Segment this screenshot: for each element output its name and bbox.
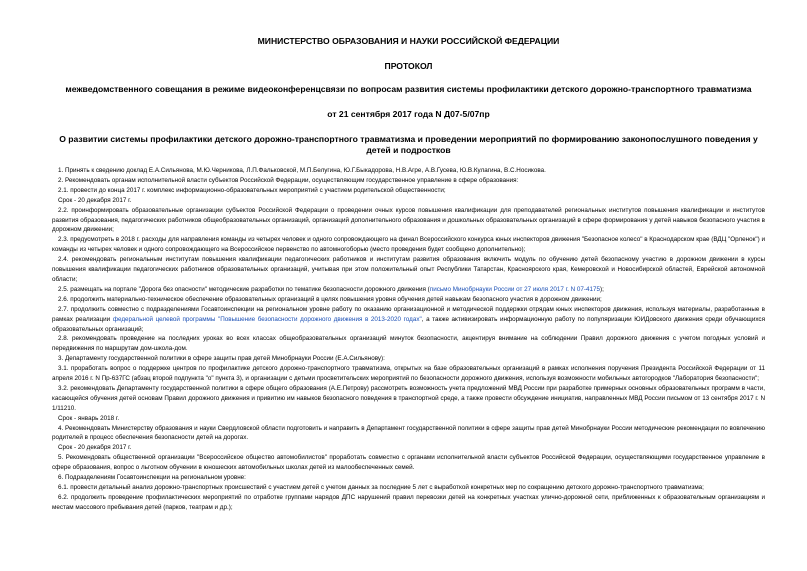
program-link[interactable]: федеральной целевой программы "Повышение безопасности дорожного движения в 2013-2020 годах": [112, 315, 422, 323]
paragraph: 2.3. предусмотреть в 2018 г. расходы для направления команды из четырех человек и одного сопровождающего на финал Всероссийского конкурса юных инспекторов движения "Безопасное колесо" в Краснодарском крае (ВДЦ "Орленок") и команды из четырех человек и одного сопровождающего на Всероссийское первенство по автомногоборью (место проведения будет сообщено дополнительно);: [52, 236, 765, 254]
paragraph-text: 2.7. продолжить совместно с подразделениями Госавтоинспекции на региональном уровне работу по оказанию организационной и методической поддержки отрядам юных инспекторов движения, используя материалы, разработанные в рамках реализации: [52, 305, 765, 323]
deadline: Срок - 20 декабря 2017 г.: [58, 444, 132, 452]
deadline: Срок - январь 2018 г.: [58, 414, 120, 422]
paragraph: 2.2. проинформировать образовательные организации субъектов Российской Федерации о проведении очных курсов повышения квалификации для преподавателей региональных институтов повышения квалификации и институтов развития образования, педагогических работников общеобразовательных организаций, организаций дополнительного образования и дошкольных образовательных организаций в сфере формирования у детей навыков безопасного участия в дорожном движении;: [52, 206, 765, 234]
paragraph: 2.6. продолжить материально-техническое обеспечение образовательных организаций в целях повышения уровня обучения детей навыкам безопасного участия в дорожном движении;: [58, 295, 602, 303]
paragraph: 6. Подразделениям Госавтоинспекции на региональном уровне:: [58, 474, 246, 482]
paragraph: 1. Принять к сведению доклад Е.А.Сильянова, М.Ю.Черникова, Л.П.Фальковской, М.П.Белугина, Ю.Г.Быкадорова, Н.В.Агре, А.В.Гусева, Ю.В.Кулагина, В.С.Носикова.: [58, 167, 546, 174]
document-body: [52, 166, 765, 513]
paragraph: 6.2. продолжить проведение профилактических мероприятий по отработке группами нарядов ДПС нарушений правил перевозки детей на конкретных участках улично-дорожной сети, приближенных к образовательным организациям и местам массового пребывания детей (парков, театрам и др.);: [52, 493, 765, 511]
document-title: О развитии системы профилактики детского дорожно-транспортного травматизма и проведении мероприятий по формированию законопослушного поведения у детей и подростков: [59, 134, 758, 155]
paragraph: 2. Рекомендовать органам исполнительной власти субъектов Российской Федерации, осуществляющим государственное управление в сфере образования:: [58, 176, 519, 184]
paragraph-text: , а также активизировать информационную работу по популяризации ЮИДовского движения среди обучающихся образовательных организаций;: [52, 315, 765, 333]
paragraph: 6.1. провести детальный анализ дорожно-транспортных происшествий с участием детей с учетом данных за последние 5 лет с выработкой конкретных мер по сокращению детского дорожно-транспортного травматизма;: [58, 484, 704, 491]
paragraph: 2.1. провести до конца 2017 г. комплекс информационно-образовательных мероприятий с участием родительской общественности;: [58, 186, 446, 194]
deadline: Срок - 20 декабря 2017 г.: [58, 196, 132, 204]
meeting-heading: межведомственного совещания в режиме видеоконференцсвязи по вопросам развития системы профилактики детского дорожно-транспортного травматизма: [65, 84, 752, 94]
paragraph: 4. Рекомендовать Министерству образования и науки Свердловской области подготовить и направить в Департамент государственной политики в сфере защиты прав детей Минобрнауки России методические рекомендации по вовлечению родителей в процесс обеспечения безопасности детей на дорогах.: [52, 424, 765, 442]
paragraph-2-5: [52, 285, 765, 295]
doc-type-heading: ПРОТОКОЛ: [384, 61, 433, 71]
letter-link[interactable]: письмо Минобрнауки России от 27 июля 2017 г. N 07-4175: [429, 285, 601, 293]
paragraph: 3.2. рекомендовать Департаменту государственной политики в сфере общего образования (А.Е.Петрову) рассмотреть возможность учета предложений МВД России при разработке примерных основных образовательных программ в части, касающейся обучения детей основам Правил дорожного движения и привитию им навыков безопасного поведения в транспортной среде, а также провести обсуждение инициатив, направленных МВД России письмом от 13 сентября 2017 г. N 1/11210.: [52, 384, 765, 412]
date-number-heading: от 21 сентября 2017 года N Д07-5/07пр: [327, 109, 490, 119]
paragraph-2-7: [52, 305, 765, 335]
paragraph: 2.8. рекомендовать проведение на последних уроках во всех классах общеобразовательных организаций минуток безопасности, акцентируя внимание на соблюдении Правил дорожного движения с учетом погодных условий и передвижения по маршрутам дом-школа-дом.: [52, 335, 765, 353]
paragraph-text: 2.5. размещать на портале "Дорога без опасности" методические разработки по тематике безопасности дорожного движения (: [58, 285, 430, 293]
paragraph: 3. Департаменту государственной политики в сфере защиты прав детей Минобрнауки России (Е.А.Сильянову):: [58, 355, 385, 363]
paragraph-text: );: [600, 285, 604, 293]
ministry-heading: МИНИСТЕРСТВО ОБРАЗОВАНИЯ И НАУКИ РОССИЙСКОЙ ФЕДЕРАЦИИ: [257, 36, 560, 46]
paragraph: 2.4. рекомендовать региональным институтам повышения квалификации педагогических работников и институтам развития образования включить модуль по обучению детей безопасному участию в дорожном движении в курсы повышения квалификации педагогических работников образовательных организаций, учитывая при этом положительный опыт Республики Татарстан, Красноярского края, Кемеровской и Новосибирской областей, Еврейской автономной области;: [52, 256, 765, 283]
paragraph: 5. Рекомендовать общественной организации "Всероссийское общество автомобилистов" проработать совместно с органами исполнительной власти субъектов Российской Федерации, осуществляющими государственное управление в сфере образования, вопрос о льготном обучении в юношеских автомобильных школах детей из малообеспеченных семей.: [52, 454, 765, 472]
paragraph: 3.1. проработать вопрос о поддержке центров по профилактике детского дорожно-транспортного травматизма, открытых на базе образовательных организаций в рамках исполнения поручения Президента Российской Федерации от 11 апреля 2016 г. N Пр-637ГС (абзац второй подпункта "о" пункта 3), и организации с детьми просветительских мероприятий по безопасности дорожного движения, используя возможности мобильных автогородков "Лаборатория безопасности";: [52, 365, 765, 383]
